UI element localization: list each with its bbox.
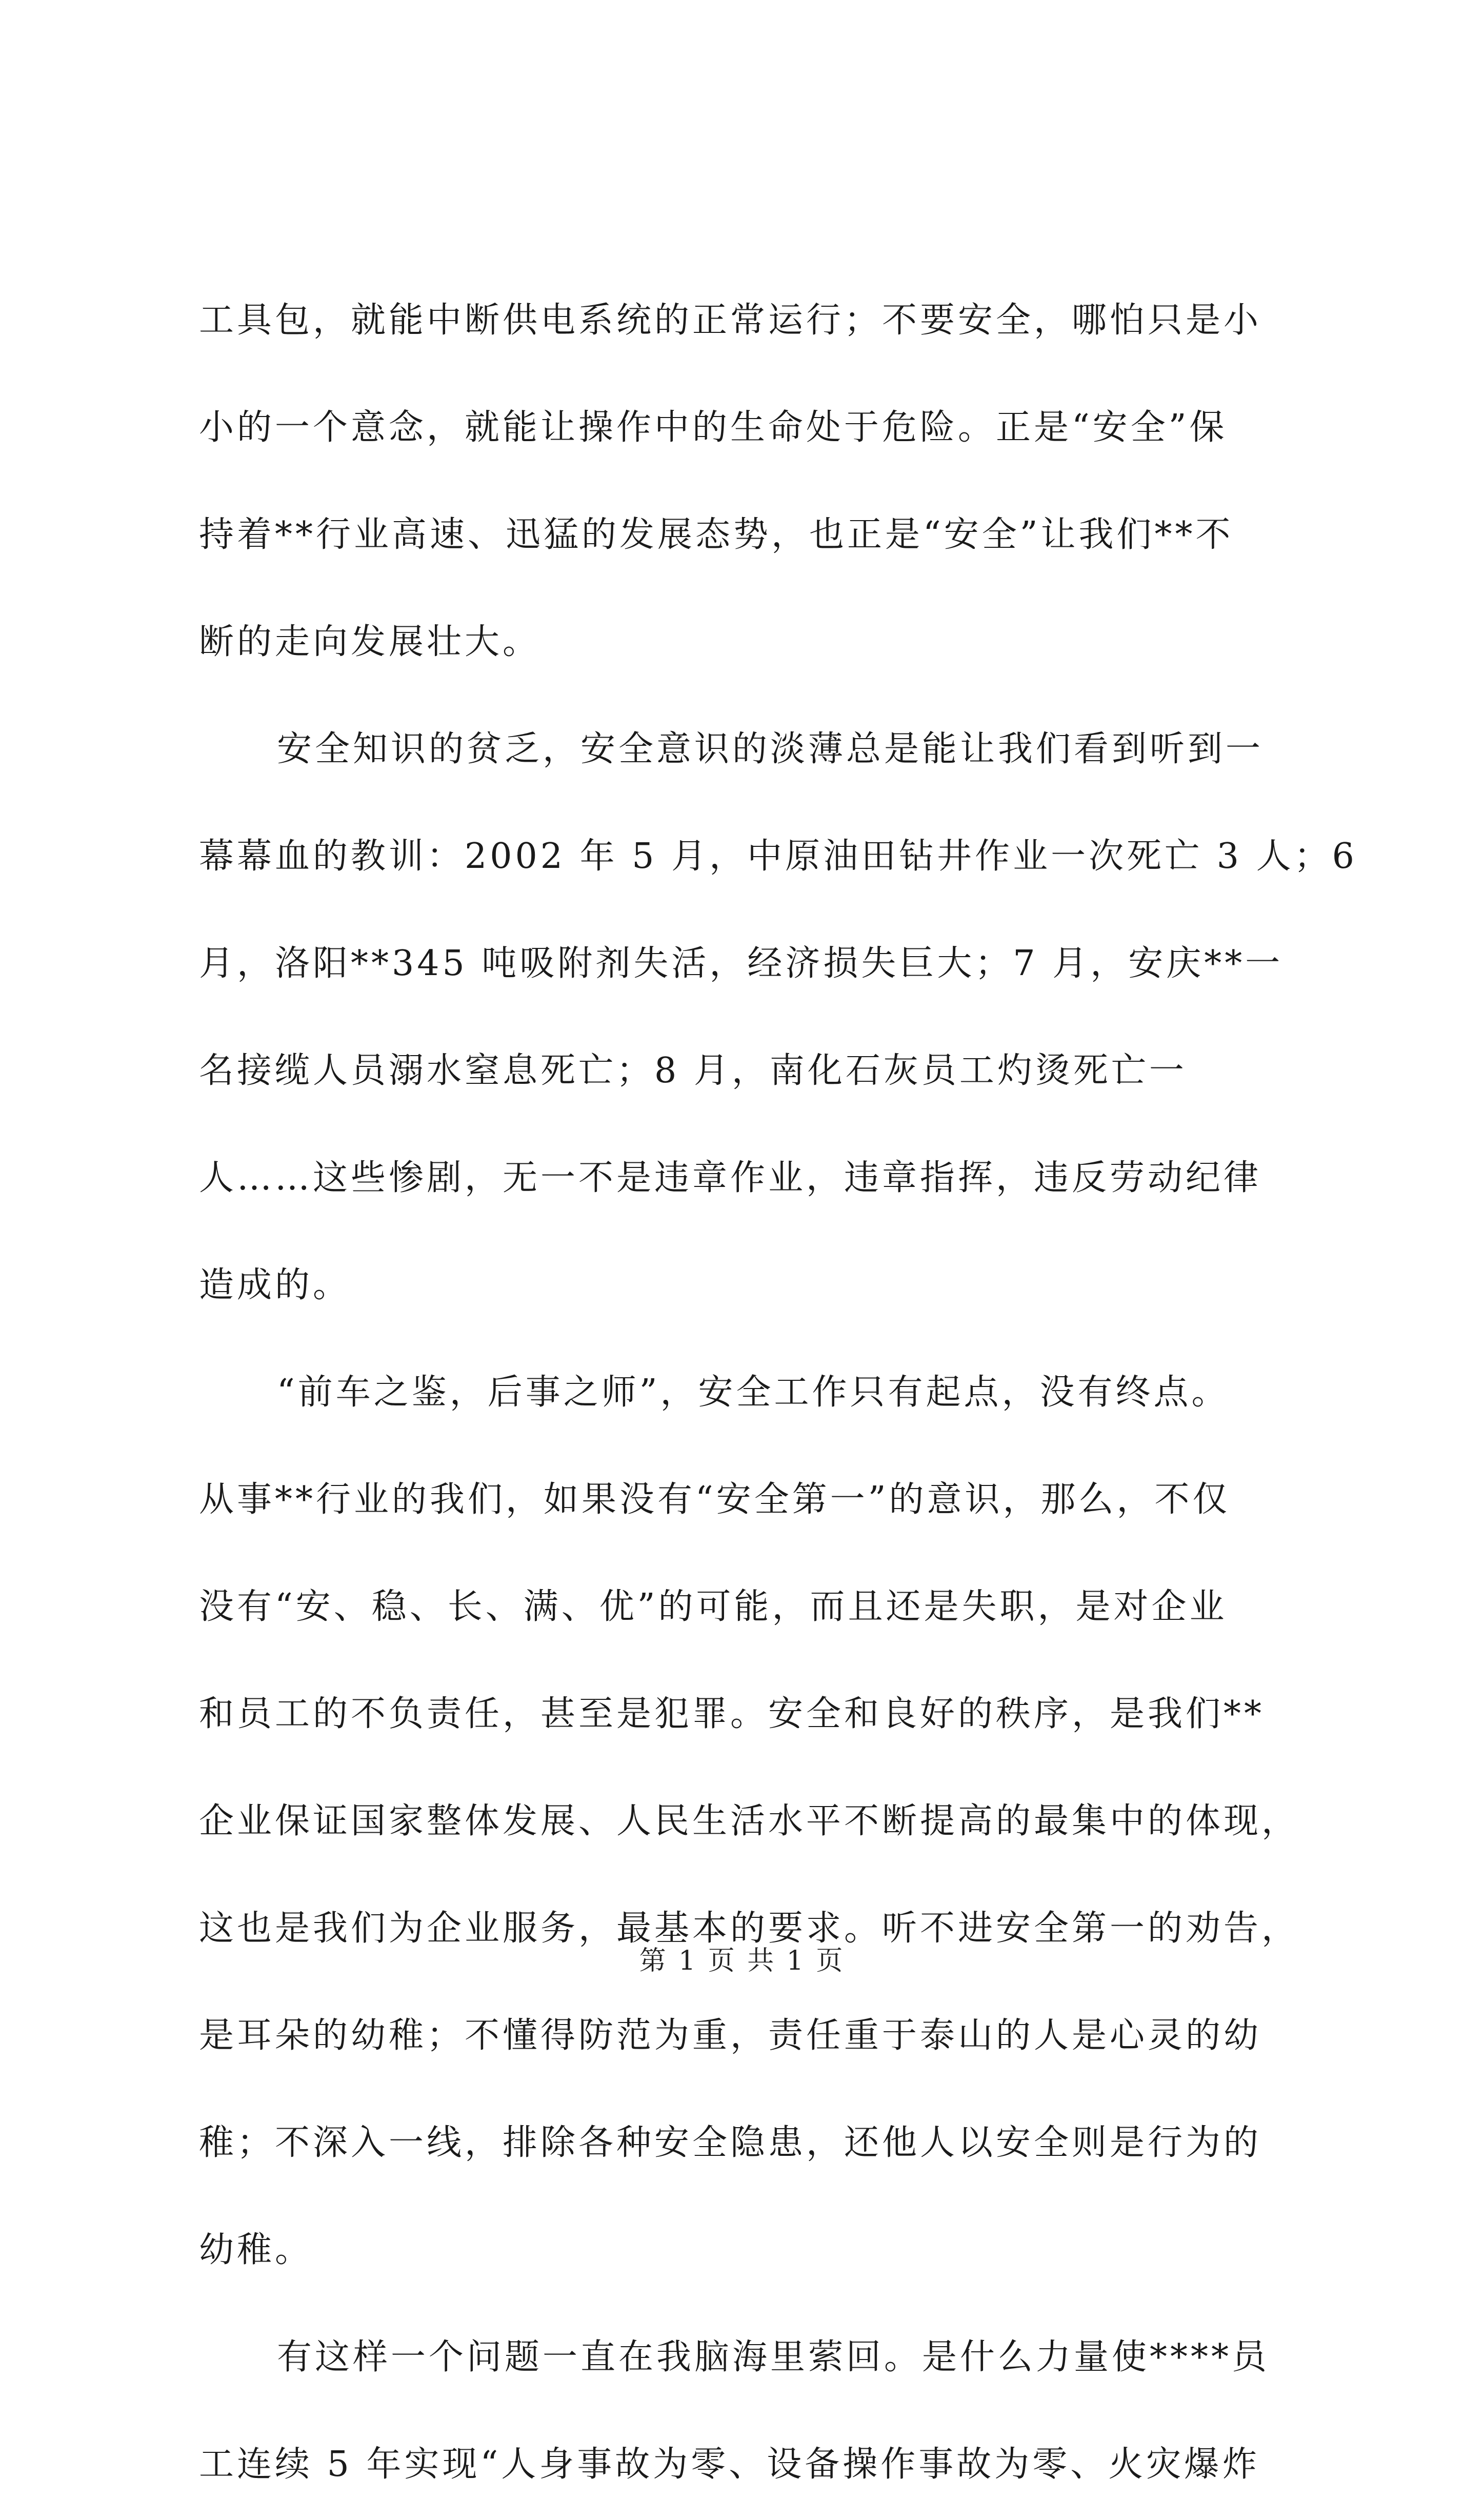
text-line: 没有“安、稳、长、满、优”的可能，而且还是失职，是对企业 xyxy=(199,1587,1228,1627)
text-line: 幕幕血的教训：2002 年 5 月，中原油田钻井作业一次死亡 3 人；6 xyxy=(199,836,1357,877)
text-line: 幼稚。 xyxy=(199,2230,313,2270)
text-line: 造成的。 xyxy=(199,1265,351,1305)
text-line: 名接缆人员溺水窒息死亡；8 月，南化石灰员工灼烫死亡一 xyxy=(199,1050,1187,1091)
text-line: 稚；不深入一线，排除各种安全隐患，还他人以安全则是行为的 xyxy=(199,2123,1262,2163)
paragraph-start-line: 安全知识的贫乏，安全意识的淡薄总是能让我们看到听到一 xyxy=(277,729,1264,769)
text-line: 工具包，就能中断供电系统的正常运行；不要安全，哪怕只是小 xyxy=(199,300,1262,341)
text-line: 企业保证国家整体发展、人民生活水平不断提高的最集中的体现， xyxy=(199,1801,1300,1841)
text-line: 和员工的不负责任，甚至是犯罪。安全和良好的秩序，是我们** xyxy=(199,1694,1265,1734)
text-line: 月，洛阳**345 吨吸附剂失活，经济损失巨大；7 月，安庆**一 xyxy=(199,943,1284,984)
page-footer: 第 1 页 共 1 页 xyxy=(639,1946,845,1976)
text-line: 持着**行业高速、迅猛的发展态势，也正是“安全”让我们**不 xyxy=(199,514,1234,555)
text-line: 人……这些惨剧，无一不是违章作业，违章指挥，违反劳动纪律 xyxy=(199,1158,1262,1198)
text-line: 从事**行业的我们，如果没有“安全第一”的意识，那么，不仅 xyxy=(199,1479,1231,1520)
text-line: 断的走向发展壮大。 xyxy=(199,622,541,662)
text-line: 小的一个意念，就能让操作中的生命处于危险。正是“安全”保 xyxy=(199,407,1228,448)
document-body xyxy=(199,267,1357,2518)
paragraph-start-line: 有这样一个问题一直在我脑海里萦回。是什么力量使****员 xyxy=(277,2337,1270,2377)
text-line: 这也是我们为企业服务，最基本的要求。听不进安全第一的劝告， xyxy=(199,1908,1300,1949)
paragraph-start-line: “前车之鉴，后事之师”，安全工作只有起点，没有终点。 xyxy=(277,1372,1230,1413)
text-line: 工连续 5 年实现“人身事故为零、设备操作事故为零、火灾爆炸 xyxy=(199,2444,1260,2485)
text-line: 是耳朵的幼稚；不懂得防范为重，责任重于泰山的人是心灵的幼 xyxy=(199,2015,1262,2056)
